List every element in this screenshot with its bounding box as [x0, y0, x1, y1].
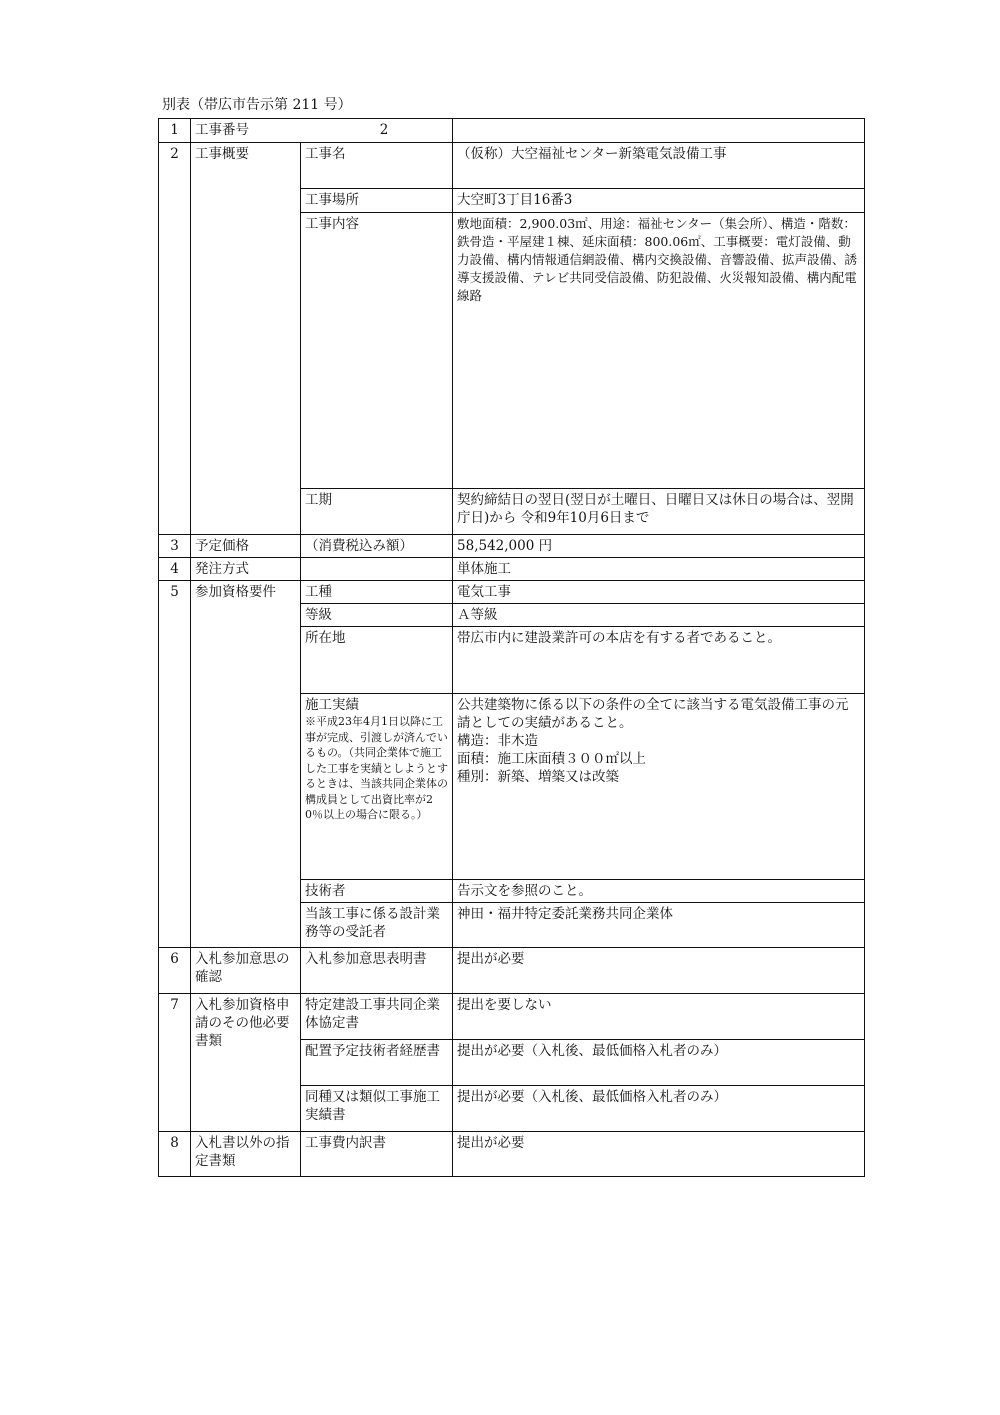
engineer-resume-value: 提出が必要（入札後、最低価格入札者のみ） [453, 1040, 865, 1086]
performance-line-2: 構造：非木造 [457, 733, 539, 749]
grade-label: 等級 [301, 604, 453, 627]
performance-line-4: 種別：新築、増築又は改築 [457, 769, 620, 785]
grade-value: Ａ等級 [453, 604, 865, 627]
row-number: 8 [159, 1132, 191, 1177]
engineer-label: 技術者 [301, 880, 453, 903]
bid-intent-document: 入札参加意思表明書 [301, 948, 453, 994]
row-number: 2 [159, 143, 191, 535]
performance-line-3: 面積：施工床面積３００㎡以上 [457, 751, 647, 767]
row-number: 3 [159, 535, 191, 558]
similar-works-label: 同種又は類似工事施工実績書 [301, 1086, 453, 1132]
cost-breakdown-label: 工事費内訳書 [301, 1132, 453, 1177]
construction-period-value: 契約締結日の翌日(翌日が土曜日、日曜日又は休日の場合は、翌開庁日)から 令和9年10月6日まで [453, 489, 865, 535]
construction-content-label: 工事内容 [301, 213, 453, 489]
performance-value [453, 694, 865, 880]
row-number: 6 [159, 948, 191, 994]
construction-number-cell [191, 119, 453, 143]
bid-intent-label: 入札参加意思の確認 [191, 948, 301, 994]
row-construction-name [159, 143, 865, 189]
performance-label: 施工実績 [305, 697, 359, 713]
eligibility-label: 参加資格要件 [191, 581, 301, 948]
design-contractor-value: 神田・福井特定委託業務共同企業体 [453, 903, 865, 948]
row-order-method [159, 558, 865, 581]
order-method-value: 単体施工 [453, 558, 865, 581]
row-designated-documents [159, 1132, 865, 1177]
planned-price-value: 58,542,000 円 [453, 535, 865, 558]
location-label: 所在地 [301, 627, 453, 694]
row-construction-number [159, 119, 865, 143]
row-number: 1 [159, 119, 191, 143]
row-jv-agreement [159, 994, 865, 1040]
designated-documents-label: 入札書以外の指定書類 [191, 1132, 301, 1177]
engineer-resume-label: 配置予定技術者経歴書 [301, 1040, 453, 1086]
engineer-value: 告示文を参照のこと。 [453, 880, 865, 903]
construction-details-table [158, 118, 865, 1177]
other-documents-label: 入札参加資格申請のその他必要書類 [191, 994, 301, 1132]
work-type-value: 電気工事 [453, 581, 865, 604]
bid-intent-value: 提出が必要 [453, 948, 865, 994]
row-planned-price [159, 535, 865, 558]
construction-number-label: 工事番号 [195, 122, 249, 138]
construction-number-value: 2 [379, 122, 389, 138]
order-method-label: 発注方式 [191, 558, 301, 581]
construction-content-value: 敷地面積：2,900.03㎡、用途：福祉センター（集会所）、構造・階数：鉄骨造・平屋建１棟、延床面積：800.06㎡、工事概要：電灯設備、動力設備、構内情報通信網設備、構内交換設備、音響設備、拡声設備、誘導支援設備、テレビ共同受信設備、防犯設備、火災報知設備、構内配電線路 [453, 213, 865, 489]
row-number: 4 [159, 558, 191, 581]
performance-note: ※平成23年4月1日以降に工事が完成、引渡しが済んでいるもの。（共同企業体で施工した工事を実績としようとするときは、当該共同企業体の構成員として出資比率が20％以上の場合に限る。） [305, 715, 448, 821]
performance-cell [301, 694, 453, 880]
location-value: 帯広市内に建設業許可の本店を有する者であること。 [453, 627, 865, 694]
row-work-type [159, 581, 865, 604]
empty-cell [301, 558, 453, 581]
jv-agreement-label: 特定建設工事共同企業体協定書 [301, 994, 453, 1040]
work-type-label: 工種 [301, 581, 453, 604]
construction-period-label: 工期 [301, 489, 453, 535]
construction-place-value: 大空町3丁目16番3 [453, 189, 865, 213]
row-bid-intent [159, 948, 865, 994]
planned-price-label: 予定価格 [191, 535, 301, 558]
tax-included-note: （消費税込み額） [301, 535, 453, 558]
table-caption: 別表（帯広市告示第 211 号） [162, 97, 352, 113]
row-number: 5 [159, 581, 191, 948]
empty-cell [453, 119, 865, 143]
similar-works-value: 提出が必要（入札後、最低価格入札者のみ） [453, 1086, 865, 1132]
performance-line-1: 公共建築物に係る以下の条件の全てに該当する電気設備工事の元請としての実績があること。 [457, 697, 849, 731]
construction-name-label: 工事名 [301, 143, 453, 189]
construction-name-value: （仮称）大空福祉センター新築電気設備工事 [453, 143, 865, 189]
construction-place-label: 工事場所 [301, 189, 453, 213]
cost-breakdown-value: 提出が必要 [453, 1132, 865, 1177]
design-contractor-label: 当該工事に係る設計業務等の受託者 [301, 903, 453, 948]
jv-agreement-value: 提出を要しない [453, 994, 865, 1040]
construction-overview-label: 工事概要 [191, 143, 301, 535]
row-number: 7 [159, 994, 191, 1132]
